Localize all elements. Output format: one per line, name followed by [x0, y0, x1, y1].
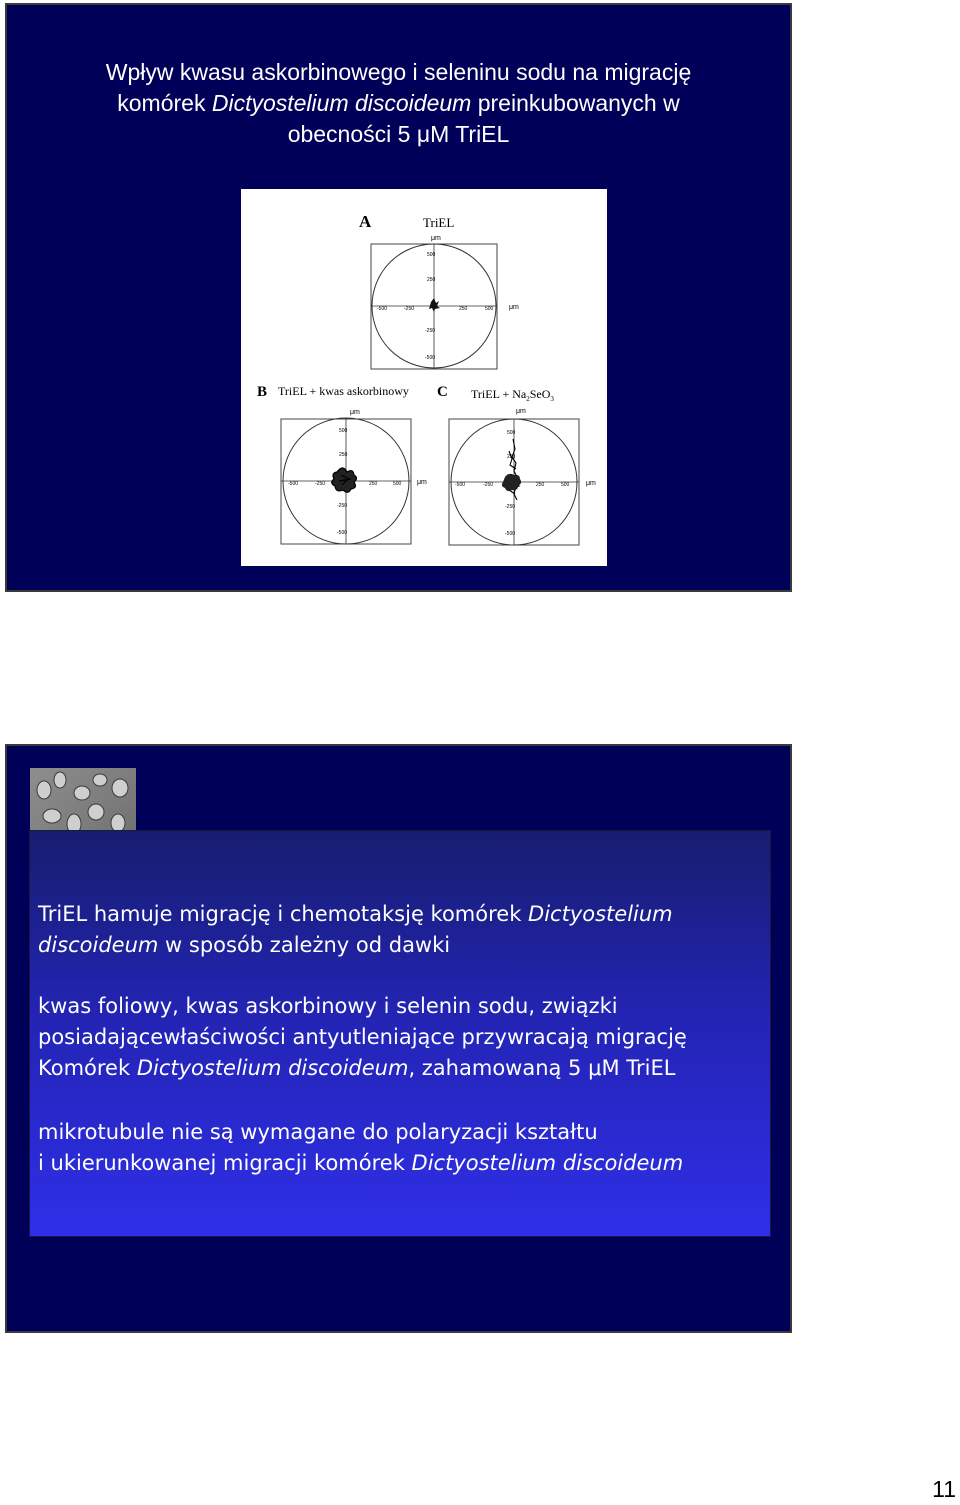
slide-bottom: [5, 744, 792, 1333]
tick-label: -500: [425, 355, 436, 361]
axis-unit-label: μm: [350, 409, 360, 416]
tick-label: -250: [483, 482, 494, 488]
tick-label: -250: [315, 481, 326, 487]
tick-label: 500: [427, 252, 436, 258]
text: w sposób zależny od dawki: [158, 933, 451, 957]
species-name: Dictyostelium discoideum: [211, 90, 472, 116]
panel-c-letter: C: [437, 384, 448, 400]
tick-label: 500: [485, 306, 494, 312]
paragraph-3: [38, 1117, 683, 1179]
title-text: preinkubowanych w: [471, 90, 680, 116]
paragraph-line: [38, 930, 673, 961]
panel-a-letter: A: [359, 212, 372, 231]
tick-label: -500: [455, 482, 466, 488]
tick-label: 500: [393, 481, 402, 487]
title-line-3: obecności 5 μM TriEL: [287, 121, 510, 147]
migration-figure: [241, 189, 607, 566]
tick-label: -250: [505, 504, 516, 510]
axis-unit-label: μm: [509, 304, 519, 311]
text: TriEL hamuje migrację i chemotaksję komórek: [38, 902, 529, 926]
paragraph-line: [38, 1053, 687, 1084]
panel-b-title: TriEL + kwas askorbinowy: [278, 384, 409, 398]
page-number: 11: [932, 1476, 956, 1502]
axis-unit-label: μm: [431, 235, 441, 242]
title-text: komórek: [117, 90, 212, 116]
text: i ukierunkowanej migracji komórek: [38, 1151, 412, 1175]
axis-unit-label: μm: [586, 480, 596, 487]
tick-label: -500: [288, 481, 299, 487]
tick-label: 500: [507, 430, 516, 436]
paragraph-line: posiadającewłaściwości antyutleniające przywracają migrację: [38, 1025, 687, 1049]
tick-label: 250: [507, 454, 516, 460]
tick-label: -250: [425, 328, 436, 334]
content-panel: [29, 830, 771, 1237]
cell-track-cluster: [502, 474, 521, 491]
tick-label: 500: [561, 482, 570, 488]
tick-label: 250: [459, 306, 468, 312]
paragraph-line: [38, 899, 673, 930]
title-line-1: Wpływ kwasu askorbinowego i seleninu sodu na migrację: [105, 59, 692, 85]
panel-b-letter: B: [257, 384, 268, 400]
text: , zahamowaną 5 μM TriEL: [408, 1056, 676, 1080]
tick-label: 250: [427, 277, 436, 283]
tick-label: -250: [404, 306, 415, 312]
species-name: Dictyostelium discoideum: [411, 1151, 684, 1175]
species-name: discoideum: [38, 933, 159, 957]
cell-track-cluster: [332, 468, 357, 492]
tick-label: 500: [339, 428, 348, 434]
tick-label: -500: [377, 306, 388, 312]
axis-unit-label: μm: [417, 479, 427, 486]
species-name: Dictyostelium discoideum: [136, 1056, 409, 1080]
slide-top: [5, 3, 792, 592]
panel-a-title: TriEL: [423, 215, 455, 230]
paragraph-2: [38, 991, 687, 1084]
tick-label: 250: [536, 482, 545, 488]
tick-label: -500: [337, 530, 348, 536]
paragraph-1: [38, 899, 673, 961]
tick-label: 250: [339, 452, 348, 458]
tick-label: -500: [505, 531, 516, 537]
axis-unit-label: μm: [516, 408, 526, 415]
text: Komórek: [38, 1056, 137, 1080]
slide-title: [7, 57, 790, 150]
tick-label: -250: [337, 503, 348, 509]
paragraph-line: mikrotubule nie są wymagane do polaryzacji kształtu: [38, 1120, 598, 1144]
paragraph-line: [38, 1148, 683, 1179]
tick-label: 250: [369, 481, 378, 487]
cell-track-cluster: [429, 298, 440, 312]
title-line-2: [7, 88, 790, 119]
paragraph-line: kwas foliowy, kwas askorbinowy i selenin sodu, związki: [38, 994, 618, 1018]
species-name: Dictyostelium: [528, 902, 673, 926]
panel-c-title: TriEL + $Na_2SeO_3$: [471, 387, 554, 403]
